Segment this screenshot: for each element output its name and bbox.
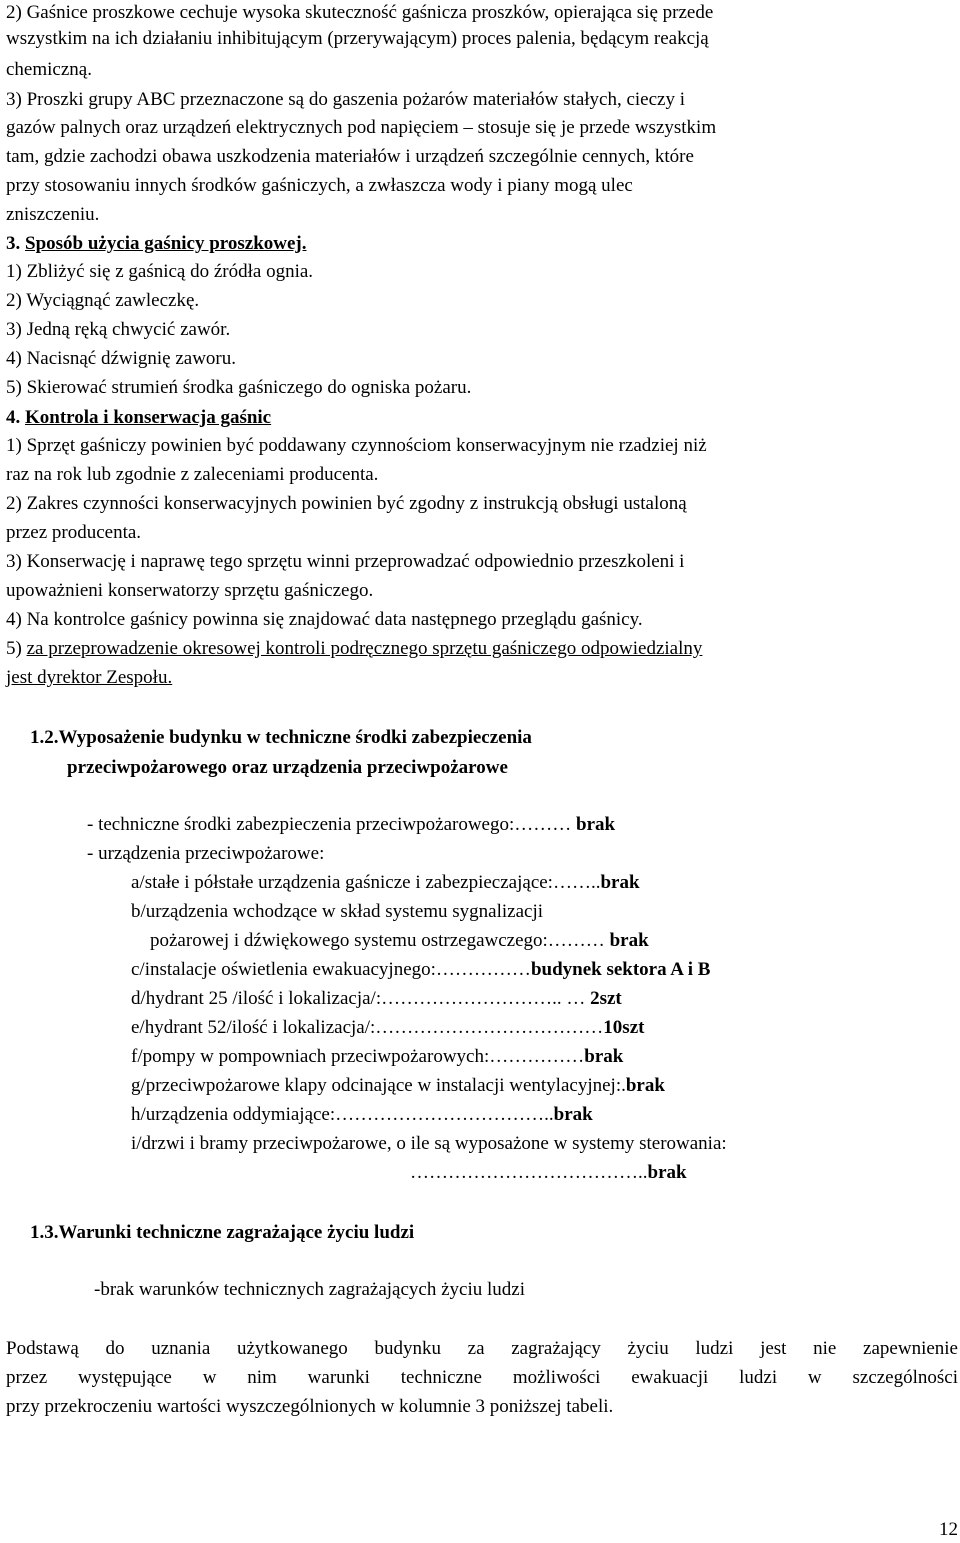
list-item: 4) Nacisnąć dźwignię zaworu.	[6, 348, 237, 369]
section-3-heading	[6, 231, 307, 257]
list-item-continuation: raz na rok lub zgodnie z zaleceniami producenta.	[6, 464, 379, 485]
equipment-row	[131, 1102, 593, 1128]
equipment-value: 2szt	[590, 988, 622, 1009]
list-item: 4) Na kontrolce gaśnicy powinna się znajdować data następnego przeglądu gaśnicy.	[6, 609, 643, 630]
section-number: 4.	[6, 407, 21, 428]
section-title: Kontrola i konserwacja gaśnic	[25, 407, 272, 428]
list-item: 2) Zakres czynności konserwacyjnych powinien być zgodny z instrukcją obsługi ustaloną	[6, 493, 687, 514]
equipment-label: - techniczne środki zabezpieczenia przeciwpożarowego:………	[87, 814, 577, 835]
equipment-value: brak	[647, 1162, 687, 1183]
section-content: -brak warunków technicznych zagrażających życiu ludzi	[94, 1279, 525, 1300]
equipment-label: i/drzwi i bramy przeciwpożarowe, o ile są wyposażone w systemy sterowania:	[131, 1133, 727, 1154]
equipment-label: ………………………………..	[410, 1162, 648, 1183]
section-title: Warunki techniczne zagrażające życiu ludzi	[58, 1222, 415, 1243]
equipment-row	[131, 870, 640, 896]
equipment-value: brak	[609, 930, 649, 951]
section-1-2-heading	[30, 725, 532, 751]
equipment-row	[87, 812, 615, 838]
page-number: 12	[939, 1519, 958, 1540]
equipment-row	[131, 899, 543, 925]
paragraph-line: przez występujące w nim warunki techniczne możliwości ewakuacji ludzi w szczególności	[6, 1367, 958, 1388]
list-item-text: za przeprowadzenie okresowej kontroli podręcznego sprzętu gaśniczego odpowiedzialny	[26, 638, 703, 659]
equipment-label: f/pompy w pompowniach przeciwpożarowych:……………	[131, 1046, 585, 1067]
equipment-row	[131, 1073, 665, 1099]
section-title: Wyposażenie budynku w techniczne środki zabezpieczenia	[58, 727, 532, 748]
paragraph-line: wszystkim na ich działaniu inhibitującym (przerywającym) proces palenia, będącym reakcją	[6, 28, 709, 49]
section-number: 1.3.	[30, 1222, 59, 1243]
section-4-heading	[6, 405, 271, 431]
list-item-prefix: 5)	[6, 638, 27, 659]
equipment-label: a/stałe i półstałe urządzenia gaśnicze i zabezpieczające:……..	[131, 872, 601, 893]
section-number: 1.2.	[30, 727, 59, 748]
section-title-continuation: przeciwpożarowego oraz urządzenia przeciwpożarowe	[67, 757, 508, 778]
equipment-value: brak	[625, 1075, 665, 1096]
section-number: 3.	[6, 233, 21, 254]
equipment-value: brak	[600, 872, 640, 893]
list-item: 3) Konserwację i naprawę tego sprzętu winni przeprowadzać odpowiednio przeszkoleni i	[6, 551, 685, 572]
equipment-value: budynek sektora A i B	[530, 959, 711, 980]
list-item-continuation: przez producenta.	[6, 522, 142, 543]
equipment-value: brak	[584, 1046, 624, 1067]
equipment-row	[150, 928, 649, 954]
equipment-label: pożarowej i dźwiękowego systemu ostrzegawczego:………	[150, 930, 610, 951]
paragraph-line: przy stosowaniu innych środków gaśniczych, a zwłaszcza wody i piany mogą ulec	[6, 175, 633, 196]
equipment-subheading: - urządzenia przeciwpożarowe:	[87, 843, 325, 864]
list-item-continuation: upoważnieni konserwatorzy sprzętu gaśniczego.	[6, 580, 374, 601]
equipment-row	[410, 1160, 687, 1186]
equipment-label: d/hydrant 25 /ilość i lokalizacja/:……………………….. …	[131, 988, 591, 1009]
paragraph-line: zniszczeniu.	[6, 204, 100, 225]
equipment-label: c/instalacje oświetlenia ewakuacyjnego:……………	[131, 959, 531, 980]
paragraph-line: 2) Gaśnice proszkowe cechuje wysoka skuteczność gaśnicza proszków, opierająca się przede	[6, 2, 714, 23]
equipment-row	[131, 1015, 644, 1041]
section-1-3-heading	[30, 1220, 414, 1246]
paragraph-line: tam, gdzie zachodzi obawa uszkodzenia materiałów i urządzeń szczególnie cennych, które	[6, 146, 694, 167]
equipment-value: brak	[553, 1104, 593, 1125]
equipment-row	[131, 986, 622, 1012]
equipment-label: b/urządzenia wchodzące w skład systemu sygnalizacji	[131, 901, 544, 922]
equipment-value: brak	[576, 814, 616, 835]
equipment-label: e/hydrant 52/ilość i lokalizacja/:………………………………	[131, 1017, 604, 1038]
paragraph-line: 3) Proszki grupy ABC przeznaczone są do gaszenia pożarów materiałów stałych, cieczy i	[6, 89, 685, 110]
paragraph-line: przy przekroczeniu wartości wyszczególnionych w kolumnie 3 poniższej tabeli.	[6, 1396, 614, 1417]
equipment-label: h/urządzenia oddymiające:……………………………..	[131, 1104, 554, 1125]
paragraph-line: chemiczną.	[6, 59, 92, 80]
equipment-label: g/przeciwpożarowe klapy odcinające w instalacji wentylacyjnej:.	[131, 1075, 626, 1096]
list-item-continuation: jest dyrektor Zespołu.	[6, 667, 173, 688]
paragraph-line: Podstawą do uznania użytkowanego budynku za zagrażający życiu ludzi jest nie zapewnienie	[6, 1338, 958, 1359]
list-item: 5) Skierować strumień środka gaśniczego do ogniska pożaru.	[6, 377, 472, 398]
equipment-row	[131, 957, 710, 983]
equipment-value: 10szt	[603, 1017, 645, 1038]
list-item: 3) Jedną ręką chwycić zawór.	[6, 319, 231, 340]
list-item	[6, 636, 702, 662]
list-item: 1) Zbliżyć się z gaśnicą do źródła ognia.	[6, 261, 314, 282]
equipment-row	[131, 1131, 727, 1157]
section-title: Sposób użycia gaśnicy proszkowej.	[25, 233, 307, 254]
list-item: 1) Sprzęt gaśniczy powinien być poddawany czynnościom konserwacyjnym nie rzadziej niż	[6, 435, 707, 456]
equipment-row	[131, 1044, 623, 1070]
list-item: 2) Wyciągnąć zawleczkę.	[6, 290, 200, 311]
paragraph-line: gazów palnych oraz urządzeń elektrycznych pod napięciem – stosuje się je przede wszystkim	[6, 117, 717, 138]
